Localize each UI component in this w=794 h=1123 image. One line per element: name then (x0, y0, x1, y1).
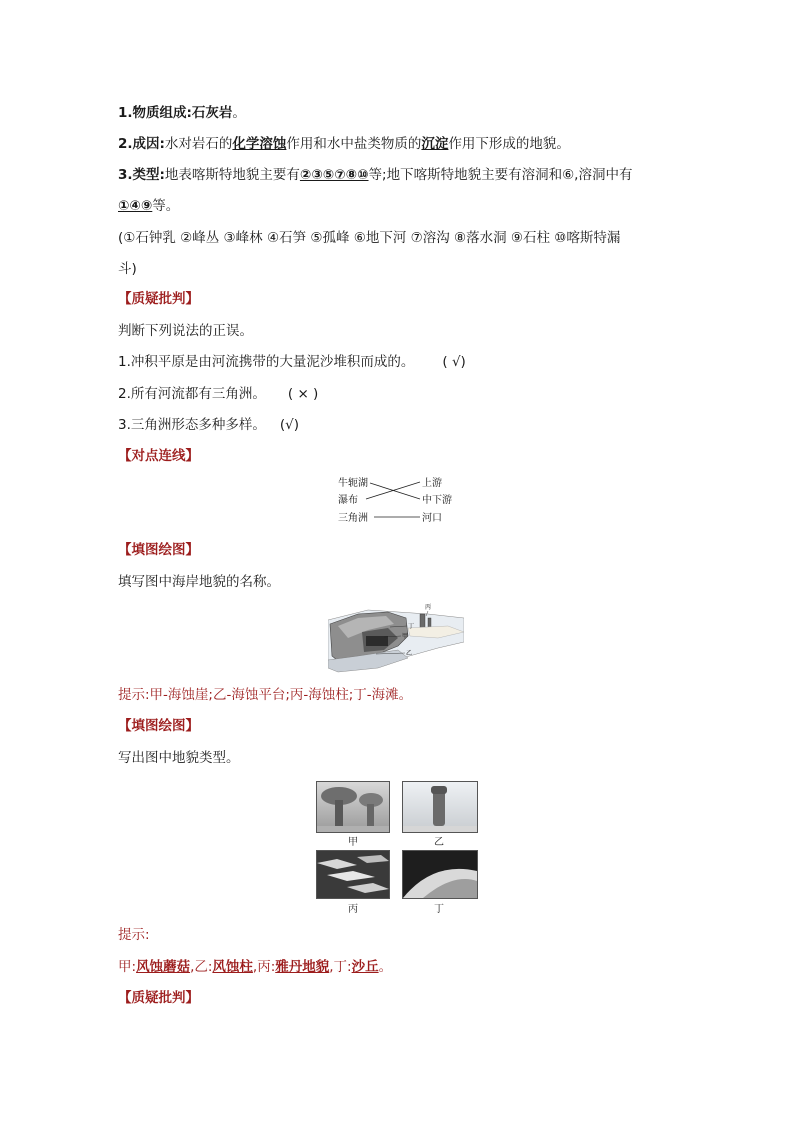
section-tag-fill-map: 【填图绘图】 (118, 542, 199, 558)
coast-label: 乙 (406, 650, 413, 657)
match-right-item: 中下游 (422, 495, 452, 506)
coast-landform-figure (328, 602, 464, 674)
photo-wind-pillar (402, 781, 478, 833)
section-tag-judge-2: 【质疑批判】 (118, 990, 199, 1006)
judge-item: 2.所有河流都有三角洲。 ( × ) (118, 386, 319, 402)
match-right-item: 河口 (422, 513, 442, 524)
matching-diagram (330, 474, 470, 528)
photo-yardang (316, 850, 390, 899)
line-legend: (①石钟乳 ②峰丛 ③峰林 ④石笋 ⑤孤峰 ⑥地下河 ⑦溶沟 ⑧落水洞 ⑨石柱 ⑩喀斯特漏 (118, 230, 621, 246)
photo-caption: 乙 (434, 837, 444, 848)
wind-hint-label: 提示: (118, 927, 150, 943)
match-left-item: 瀑布 (338, 495, 358, 506)
coast-label: 丙 (425, 604, 432, 611)
photo-mushroom-rock (316, 781, 390, 833)
line-types-cont: ①④⑨等。 (118, 198, 180, 214)
photo-sand-dune (402, 850, 478, 899)
material-value: 石灰岩 (191, 105, 233, 121)
wind-instruction: 写出图中地貌类型。 (118, 750, 240, 766)
coast-label: 甲 (402, 633, 409, 640)
section-tag-judge: 【质疑批判】 (118, 291, 199, 307)
line-material: 1.物质组成:石灰岩。 (118, 105, 246, 121)
judge-item: 3.三角洲形态多种多样。 (√) (118, 417, 300, 433)
photo-caption: 丁 (434, 904, 444, 915)
coast-hint: 提示:甲-海蚀崖;乙-海蚀平台;丙-海蚀柱;丁-海滩。 (118, 687, 413, 703)
wind-hint-answers: 甲:风蚀蘑菇,乙:风蚀柱,丙:雅丹地貌,丁:沙丘。 (118, 959, 393, 975)
line-types: 3.类型:地表喀斯特地貌主要有②③⑤⑦⑧⑩等;地下喀斯特地貌主要有溶洞和⑥,溶洞中有 (118, 167, 633, 183)
match-right-item: 上游 (422, 478, 442, 489)
photo-caption: 甲 (348, 837, 358, 848)
match-left-item: 三角洲 (338, 513, 368, 524)
photo-caption: 丙 (348, 904, 358, 915)
coast-label: 丁 (408, 623, 415, 630)
section-tag-matching: 【对点连线】 (118, 448, 199, 464)
line-cause: 2.成因:水对岩石的化学溶蚀作用和水中盐类物质的沉淀作用下形成的地貌。 (118, 136, 570, 152)
judge-intro: 判断下列说法的正误。 (118, 323, 253, 339)
match-line (370, 483, 420, 499)
judge-item: 1.冲积平原是由河流携带的大量泥沙堆积而成的。 ( √) (118, 354, 466, 370)
section-tag-fill-map-2: 【填图绘图】 (118, 718, 199, 734)
coast-instruction: 填写图中海岸地貌的名称。 (118, 574, 280, 590)
match-left-item: 牛轭湖 (338, 478, 368, 489)
line-legend-cont: 斗) (118, 261, 137, 277)
